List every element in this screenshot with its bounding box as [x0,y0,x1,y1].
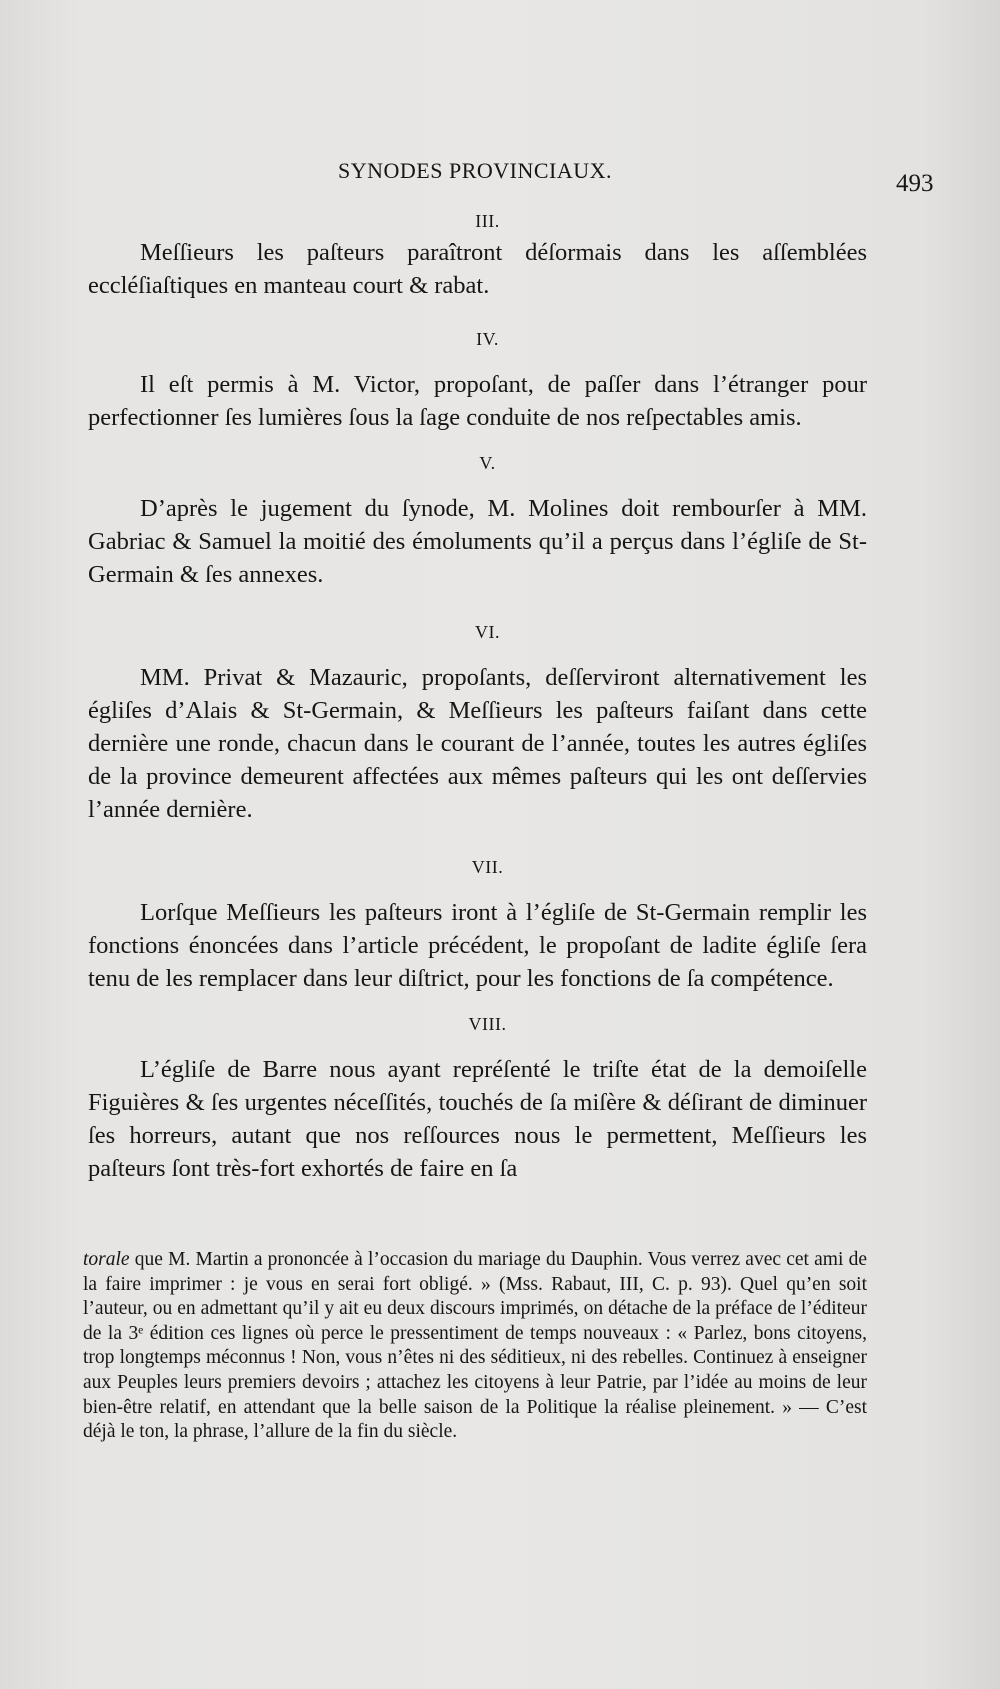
spacer [88,434,867,448]
article-number-vii: VII. [471,857,504,877]
article-text-vii: Lorſque Meſſieurs les paſteurs iront à l’égliſe de St-Germain remplir les fonctions énoncées dans l’article précédent, le propoſant de ladite égliſe ſera tenu de les remplacer dans leur diſtrict, pour les fonctions de ſa compétence. [88,899,867,992]
article-text-iv: Il eſt permis à M. Victor, propoſant, de paſſer dans l’étranger pour perfectionner ſes lumières ſous la ſage conduite de nos reſpectables amis. [88,371,867,431]
spacer [88,591,867,617]
article-number-viii: VIII. [468,1014,507,1034]
spacer [88,995,867,1009]
spacer [88,1039,867,1053]
spacer [88,478,867,492]
article-number-vi: VI. [475,622,500,642]
article-text-iii: Meſſieurs les paſteurs paraîtront déſormais dans les aſſemblées eccléſiaſtiques en manteau court & rabat. [88,239,867,299]
footnote-text: que M. Martin a prononcée à l’occasion du mariage du Dauphin. Vous verrez avec cet ami de la faire imprimer : je vous en serai fort obligé. » (Mss. Rabaut, III, C. p. 93). Quel qu’en soit l’auteur, ou en admettant qu’il y ait eu deux discours imprimés, on détache de la préface de l’éditeur de la 3ᵉ édition ces lignes où perce le pressentiment de temps nouveaux : « Parlez, bons citoyens, trop longtemps méconnus ! Non, vous n’êtes ni des séditieux, ni des rebelles. Continuez à enseigner aux Peuples leurs premiers devoirs ; attachez les citoyens à leur Patrie, par l’idée au moins de leur bien-être relatif, en attendant que la belle saison de la Politique la réalise pleinement. » — C’est déjà le ton, la phrase, l’allure de la fin du siècle. [83,1249,867,1443]
footnote-italic-word: torale [83,1249,130,1270]
footnote [83,1248,867,1445]
spacer [88,354,867,368]
article-number-iv: IV. [476,329,499,349]
main-text [88,206,867,1185]
article-number-v: V. [479,453,496,473]
running-title: SYNODES PROVINCIAUX. [338,158,613,183]
spacer [88,647,867,661]
article-text-viii: L’égliſe de Barre nous ayant repréſenté le triſte état de la demoiſelle Figuières & ſes urgentes néceſſités, touchés de ſa miſère & déſirant de diminuer ſes horreurs, autant que nos reſſources nous le permettent, Meſſieurs les paſteurs ſont très-fort exhortés de faire en ſa [88,1056,867,1182]
page-header [0,158,1000,197]
page-number: 493 [896,170,934,197]
article-text-vi: MM. Privat & Mazauric, propoſants, deſſerviront alternativement les égliſes d’Alais & St-Germain, & Meſſieurs les paſteurs faiſant dans cette dernière une ronde, chacun dans le courant de l’année, toutes les autres égliſes de la province demeurent affectées aux mêmes paſteurs qui les ont deſſervies l’année dernière. [88,664,867,823]
spacer [88,826,867,852]
spacer [88,882,867,896]
article-number-iii: III. [475,211,500,231]
spacer [88,302,867,324]
article-text-v: D’après le jugement du ſynode, M. Molines doit rembourſer à MM. Gabriac & Samuel la moitié des émoluments qu’il a perçus dans l’égliſe de St-Germain & ſes annexes. [88,495,867,588]
